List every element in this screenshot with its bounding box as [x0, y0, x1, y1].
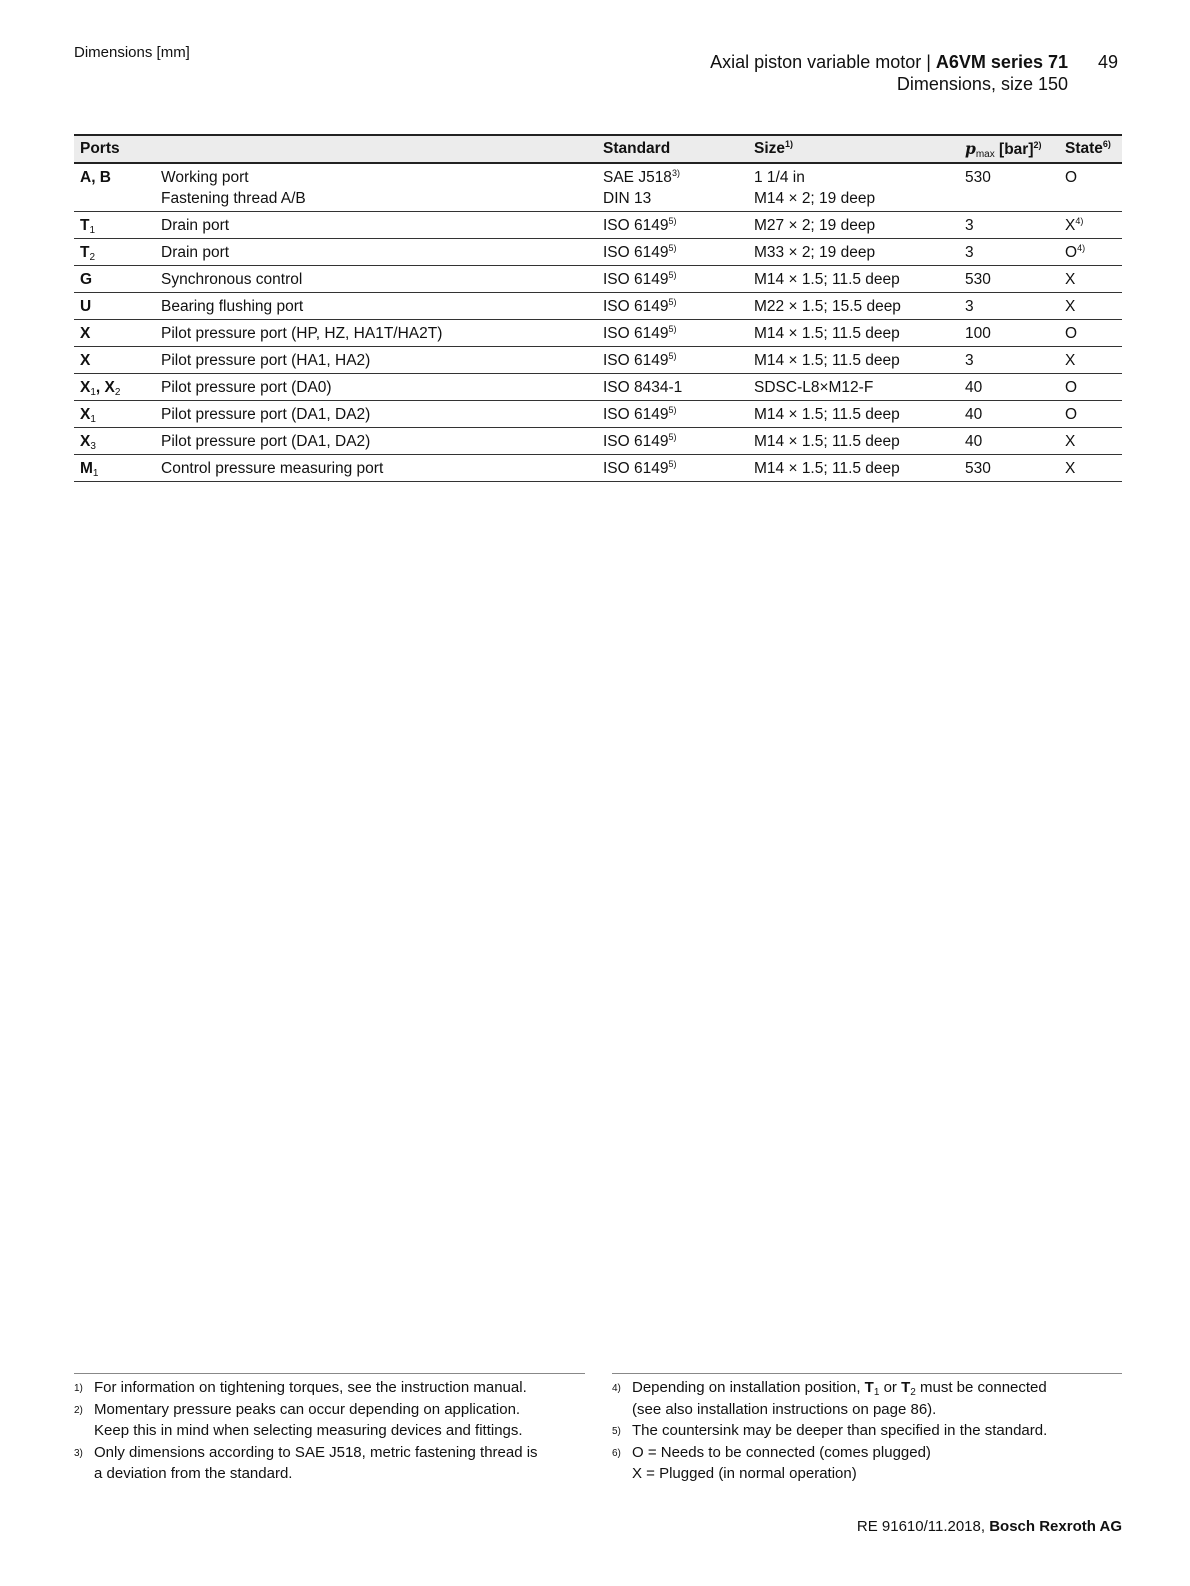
footnote-text: The countersink may be deeper than specified in the standard.	[632, 1422, 1048, 1439]
port-cell	[74, 428, 155, 455]
port-label: X	[80, 406, 91, 423]
description-cell: Pilot pressure port (DA1, DA2)	[155, 401, 597, 428]
description-cell: Pilot pressure port (DA1, DA2)	[155, 428, 597, 455]
state-cell: O	[1059, 320, 1122, 347]
standard-cell	[597, 212, 748, 239]
document-reference: RE 91610/11.2018,	[856, 1518, 990, 1535]
state-cell: X	[1059, 428, 1122, 455]
size-text: 1 1/4 in	[754, 169, 805, 186]
port-subscript: 3	[90, 441, 96, 452]
footnote-text-part: or	[879, 1379, 902, 1396]
description-line: Working port	[161, 169, 249, 186]
title-bold: A6VM series 71	[935, 52, 1068, 72]
description-cell: Drain port	[155, 212, 597, 239]
standard-cell: ISO 8434-1	[597, 374, 748, 401]
standard-text: ISO 6149	[603, 298, 669, 315]
footnote-number: 4)	[612, 1383, 621, 1394]
footnote-ref: 5)	[668, 324, 677, 334]
standard-text: ISO 6149	[603, 433, 669, 450]
col-header-state	[1059, 135, 1122, 163]
port-cell	[74, 239, 155, 266]
pmax-cell: 100	[959, 320, 1059, 347]
standard-cell	[597, 455, 748, 482]
footnote-number: 3)	[74, 1447, 83, 1459]
footnote-number: 1)	[74, 1383, 83, 1394]
page-header	[600, 51, 1068, 95]
description-cell: Pilot pressure port (HP, HZ, HA1T/HA2T)	[155, 320, 597, 347]
footnote-ref: 5)	[668, 270, 677, 280]
footnote-ref: 1)	[785, 139, 794, 149]
port-subscript-2: 2	[114, 387, 121, 398]
page-number: 49	[1098, 52, 1119, 72]
standard-text: ISO 6149	[603, 406, 669, 423]
size-cell: M33 × 2; 19 deep	[748, 239, 959, 266]
port-ref: T	[864, 1379, 874, 1396]
col-header-pmax	[959, 135, 1059, 163]
footnote-4	[612, 1377, 1122, 1420]
standard-text: ISO 6149	[603, 217, 669, 234]
footnote-text-2: X = Plugged (in normal operation)	[632, 1465, 857, 1482]
standard-cell	[597, 266, 748, 293]
port-label: A, B	[80, 169, 111, 186]
table-row	[74, 347, 1122, 374]
footnote-number: 2)	[74, 1404, 83, 1416]
footnote-text-part: Depending on installation position,	[632, 1379, 865, 1396]
port-cell: U	[74, 293, 155, 320]
footnote-2	[74, 1399, 585, 1442]
state-cell	[1059, 239, 1122, 266]
port-ref-subscript: 2	[910, 1387, 916, 1398]
standard-text: ISO 6149	[603, 325, 669, 342]
footnote-ref: 2)	[1033, 140, 1042, 150]
footnote-ref: 4)	[1075, 216, 1084, 226]
table-row	[74, 320, 1122, 347]
size-cell	[748, 163, 959, 212]
pmax-cell: 40	[959, 374, 1059, 401]
footnote-ref: 5)	[668, 297, 677, 307]
description-cell: Drain port	[155, 239, 597, 266]
pmax-subscript: max	[975, 149, 995, 160]
pmax-cell: 530	[959, 163, 1059, 212]
state-cell: X	[1059, 293, 1122, 320]
footnote-text: O = Needs to be connected (comes plugged)	[632, 1443, 931, 1461]
footnotes-left	[74, 1373, 585, 1485]
footnote-5	[612, 1420, 1122, 1442]
size-cell: M22 × 1.5; 15.5 deep	[748, 293, 959, 320]
description-line-2: Fastening thread A/B	[161, 190, 306, 207]
footnote-ref: 5)	[668, 405, 677, 415]
port-label-2: , X	[95, 379, 115, 396]
state-cell: O	[1059, 374, 1122, 401]
table-row	[74, 293, 1122, 320]
state-cell	[1059, 212, 1122, 239]
port-cell: G	[74, 266, 155, 293]
footnote-ref: 4)	[1077, 243, 1086, 253]
size-cell: M14 × 1.5; 11.5 deep	[748, 455, 959, 482]
col-header-size	[748, 135, 959, 163]
pmax-cell: 530	[959, 455, 1059, 482]
standard-cell	[597, 293, 748, 320]
footnote-ref: 5)	[668, 459, 677, 469]
col-header-ports: Ports	[74, 135, 155, 163]
footnote-ref: 5)	[668, 432, 677, 442]
port-label: X	[80, 379, 91, 396]
size-cell: M14 × 1.5; 11.5 deep	[748, 320, 959, 347]
state-text: O	[1065, 244, 1078, 261]
port-subscript: 1	[90, 387, 96, 398]
port-cell	[74, 455, 155, 482]
table-row	[74, 266, 1122, 293]
size-cell: SDSC-L8×M12-F	[748, 374, 959, 401]
footnote-text: Momentary pressure peaks can occur depending on application.	[94, 1400, 521, 1418]
port-cell	[74, 212, 155, 239]
size-cell: M14 × 1.5; 11.5 deep	[748, 347, 959, 374]
state-text: X	[1065, 217, 1076, 234]
port-ref: T	[901, 1379, 911, 1396]
port-cell	[74, 374, 155, 401]
standard-text: ISO 6149	[603, 271, 669, 288]
pmax-cell: 3	[959, 347, 1059, 374]
pmax-symbol: p	[965, 139, 976, 158]
state-cell	[1059, 163, 1122, 212]
document-title	[600, 51, 1068, 73]
port-subscript: 1	[89, 225, 96, 236]
size-cell: M14 × 1.5; 11.5 deep	[748, 266, 959, 293]
table-row	[74, 212, 1122, 239]
standard-cell	[597, 239, 748, 266]
table-row	[74, 401, 1122, 428]
table-row	[74, 428, 1122, 455]
standard-text: ISO 6149	[603, 244, 669, 261]
port-subscript: 1	[92, 468, 99, 479]
page-footer	[857, 1518, 1122, 1535]
standard-cell	[597, 428, 748, 455]
table-row	[74, 374, 1122, 401]
standard-cell	[597, 401, 748, 428]
table-row	[74, 163, 1122, 212]
pmax-cell: 40	[959, 428, 1059, 455]
footnote-text: For information on tightening torques, see the instruction manual.	[94, 1379, 527, 1396]
port-label: X	[80, 433, 91, 450]
port-cell: X	[74, 347, 155, 374]
footnote-6	[612, 1442, 1122, 1485]
port-subscript: 2	[89, 252, 96, 263]
state-text: O	[1065, 169, 1078, 186]
description-cell: Pilot pressure port (HA1, HA2)	[155, 347, 597, 374]
state-cell: O	[1059, 401, 1122, 428]
port-label: T	[80, 244, 90, 261]
footnotes-right	[612, 1373, 1122, 1485]
table-row	[74, 239, 1122, 266]
table-row	[74, 455, 1122, 482]
footnote-ref: 5)	[668, 216, 677, 226]
size-cell: M27 × 2; 19 deep	[748, 212, 959, 239]
document-subtitle: Dimensions, size 150	[896, 74, 1068, 94]
pmax-cell: 3	[959, 293, 1059, 320]
pmax-cell: 3	[959, 239, 1059, 266]
footnote-ref: 5)	[668, 351, 677, 361]
standard-cell	[597, 320, 748, 347]
size-header-label: Size	[754, 140, 786, 157]
footnote-text: Only dimensions according to SAE J518, metric fastening thread is	[94, 1443, 538, 1461]
footnote-text-part: must be connected	[915, 1379, 1047, 1396]
footnote-ref: 6)	[1102, 139, 1111, 149]
state-cell: X	[1059, 455, 1122, 482]
standard-cell	[597, 163, 748, 212]
standard-text: SAE J518	[603, 169, 672, 186]
footnote-text	[632, 1377, 1122, 1399]
title-prefix: Axial piston variable motor |	[710, 52, 936, 72]
footnote-number: 5)	[612, 1426, 621, 1437]
footnote-text-2: Keep this in mind when selecting measuring devices and fittings.	[94, 1422, 523, 1439]
company-name: Bosch Rexroth AG	[989, 1518, 1122, 1535]
footnote-text-2: (see also installation instructions on page 86).	[632, 1400, 937, 1418]
footnote-3	[74, 1442, 585, 1485]
description-cell	[155, 163, 597, 212]
pmax-cell: 3	[959, 212, 1059, 239]
state-header-label: State	[1065, 140, 1103, 157]
col-header-description	[155, 135, 597, 163]
port-label: T	[80, 217, 90, 234]
col-header-standard: Standard	[597, 135, 748, 163]
description-cell: Synchronous control	[155, 266, 597, 293]
port-cell	[74, 401, 155, 428]
standard-text: ISO 6149	[603, 352, 669, 369]
size-cell: M14 × 1.5; 11.5 deep	[748, 428, 959, 455]
footnote-ref: 3)	[671, 168, 680, 178]
port-label: M	[80, 460, 93, 477]
ports-table	[74, 134, 1122, 482]
size-text-2: M14 × 2; 19 deep	[754, 190, 876, 207]
port-subscript: 1	[90, 414, 96, 425]
pmax-cell: 530	[959, 266, 1059, 293]
port-cell: X	[74, 320, 155, 347]
size-cell: M14 × 1.5; 11.5 deep	[748, 401, 959, 428]
standard-text: ISO 6149	[603, 460, 669, 477]
port-cell	[74, 163, 155, 212]
pmax-cell: 40	[959, 401, 1059, 428]
standard-text-2: DIN 13	[603, 190, 652, 207]
footnote-1	[74, 1377, 585, 1399]
description-cell: Control pressure measuring port	[155, 455, 597, 482]
standard-cell	[597, 347, 748, 374]
section-label: Dimensions [mm]	[74, 44, 190, 61]
pmax-unit: [bar]	[994, 141, 1034, 158]
port-ref-subscript: 1	[873, 1387, 880, 1398]
footnote-number: 6)	[612, 1447, 621, 1459]
footnote-text-2: a deviation from the standard.	[94, 1465, 293, 1482]
description-cell: Pilot pressure port (DA0)	[155, 374, 597, 401]
state-cell: X	[1059, 347, 1122, 374]
table-header-row	[74, 135, 1122, 163]
footnote-ref: 5)	[668, 243, 677, 253]
state-cell: X	[1059, 266, 1122, 293]
description-cell: Bearing flushing port	[155, 293, 597, 320]
